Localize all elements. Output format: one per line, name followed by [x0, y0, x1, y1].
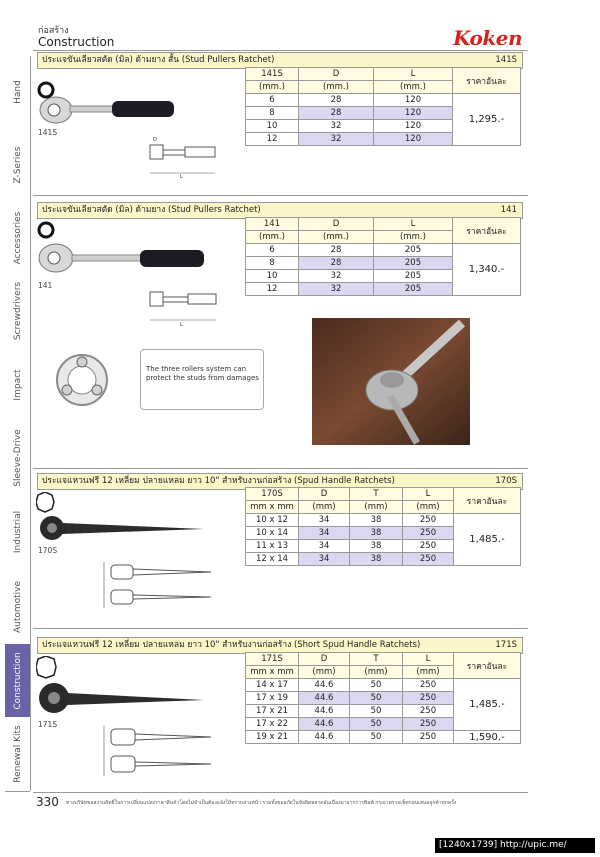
diagram-171s — [103, 724, 218, 779]
page-number: 330 — [36, 795, 59, 809]
section-141-title-bar: ประแจขันเลียวสตัด (มิล) ด้ามยาง (Stud Pullers Ratchet) 141 — [37, 202, 523, 219]
watermark-bar: [1240x1739] http://upic.me/ — [435, 838, 595, 853]
product-label-141s: 141S — [38, 128, 58, 137]
table-row: 12 32 205 — [246, 283, 521, 296]
three-rollers-diagram — [55, 350, 110, 410]
price-171s: 1,485.- — [454, 679, 521, 731]
spec-table-170s: 170S D T L ราคาอันละ mm x mm (mm) (mm) (mm) 10 x 12 34 38 250 1,485.- 10 x 14 34 38 250 11 x 13 34 38 250 12 x 14 34 38 250 — [245, 487, 521, 566]
diagram-141s — [145, 133, 240, 183]
svg-text:L: L — [180, 322, 183, 328]
product-label-141: 141 — [38, 281, 53, 290]
diagram-170s — [103, 560, 218, 610]
table-row: 19 x 21 44.6 50 250 1,590.- — [246, 731, 521, 744]
twelve-point-icon — [36, 656, 56, 678]
diagram-141 — [145, 282, 240, 332]
price-170s: 1,485.- — [454, 514, 521, 566]
table-row: 17 x 21 44.6 50 250 — [246, 705, 521, 718]
rollers-callout: The three rollers system can protect the studs from damages — [140, 349, 264, 410]
tab-industrial[interactable]: Industrial — [5, 494, 30, 570]
ring-icon — [39, 83, 53, 97]
spud-ratchet-170s-image — [36, 492, 211, 544]
table-row: 8 28 120 — [246, 107, 521, 120]
table-row: 10 x 12 34 38 250 1,485.- — [246, 514, 521, 527]
footnote: ทางบริษัทขอสงวนสิทธิ์ในการเปลี่ยนแปลงราคาสินค้าโดยไม่จำเป็นต้องแจ้งให้ทราบล่วงหน้า รวมทั้งขออภัยในข้อผิดพลาดอันเนื่องมาจากการพิมพ์ กรุณาตรวจเช็คก่อนเสนอลูกค้าทุกครั้ง — [66, 800, 457, 806]
product-label-171s: 171S — [38, 720, 58, 729]
section-141s-title-bar: ประแจขันเลียวสตัด (มิล) ด้ามยาง สั้น (Stud Pullers Ratchet) 141S — [37, 52, 523, 69]
table-row: 10 32 120 — [246, 120, 521, 133]
tab-z-series[interactable]: Z-Series — [5, 128, 30, 202]
tab-automotive[interactable]: Automotive — [5, 569, 30, 645]
tab-accessories[interactable]: Accessories — [5, 201, 30, 275]
price-171s-19x21: 1,590.- — [454, 731, 521, 744]
ratchet-141-image — [36, 220, 211, 280]
spec-table-171s: 171S D T L ราคาอันละ mm x mm (mm) (mm) (mm) 14 x 17 44.6 50 250 1,485.- 17 x 19 44.6 50 250 17 x 21 44.6 50 250 17 x 22 44.6 50 250 19 x 21 44.6 50 250 1,590.- — [245, 652, 521, 744]
spec-table-141s: 141S D L ราคาอันละ (mm.) (mm.) (mm.) 6 28 120 1,295.- 8 28 120 10 32 120 12 32 120 — [245, 67, 521, 146]
ratchet-141s-image — [36, 80, 186, 135]
section-divider — [33, 195, 528, 196]
table-row: 12 32 120 — [246, 133, 521, 146]
tab-renewal-kits[interactable]: Renewal Kits — [5, 717, 30, 792]
svg-text:D: D — [153, 137, 157, 143]
tab-sleeve-drive[interactable]: Sleeve-Drive — [5, 421, 30, 495]
section-title-thai: ก่อสร้าง — [38, 26, 69, 36]
twelve-point-icon — [36, 492, 54, 512]
short-spud-ratchet-171s-image — [36, 656, 211, 714]
product-label-170s: 170S — [38, 546, 58, 555]
section-divider — [33, 468, 528, 469]
table-row: 10 32 205 — [246, 270, 521, 283]
table-row: 6 28 120 1,295.- — [246, 94, 521, 107]
footer-divider — [33, 792, 528, 793]
section-divider — [33, 628, 528, 629]
section-170s-title-bar: ประแจแหวนฟรี 12 เหลี่ยม ปลายแหลม ยาว 10" สำหรับงานก่อสร้าง (Spud Handle Ratchets) 170S — [37, 473, 523, 490]
section-title: Construction — [38, 35, 115, 49]
stud-puller-photo — [312, 318, 470, 445]
table-row: 12 x 14 34 38 250 — [246, 553, 521, 566]
ring-icon — [39, 223, 53, 237]
koken-logo: Koken — [453, 26, 522, 50]
section-171s-title-bar: ประแจแหวนฟรี 12 เหลี่ยม ปลายแหลม ยาว 10" สำหรับงานก่อสร้าง (Short Spud Handle Ratchets) 171S — [37, 637, 523, 654]
table-row: 6 28 205 1,340.- — [246, 244, 521, 257]
tab-hand[interactable]: Hand — [5, 56, 30, 129]
table-row: 11 x 13 34 38 250 — [246, 540, 521, 553]
table-row: 8 28 205 — [246, 257, 521, 270]
price-141: 1,340.- — [453, 244, 521, 296]
table-row: 14 x 17 44.6 50 250 1,485.- — [246, 679, 521, 692]
spec-table-141: 141 D L ราคาอันละ (mm.) (mm.) (mm.) 6 28 205 1,340.- 8 28 205 10 32 205 12 32 205 — [245, 217, 521, 296]
tab-construction[interactable]: Construction — [5, 644, 30, 718]
table-row: 10 x 14 34 38 250 — [246, 527, 521, 540]
svg-text:L: L — [180, 174, 183, 180]
tab-impact[interactable]: Impact — [5, 348, 30, 422]
table-row: 17 x 19 44.6 50 250 — [246, 692, 521, 705]
price-141s: 1,295.- — [453, 94, 521, 146]
tab-screwdrivers[interactable]: Screwdrivers — [5, 274, 30, 349]
table-row: 17 x 22 44.6 50 250 — [246, 718, 521, 731]
header-divider — [33, 50, 528, 51]
category-sidebar — [5, 56, 31, 791]
